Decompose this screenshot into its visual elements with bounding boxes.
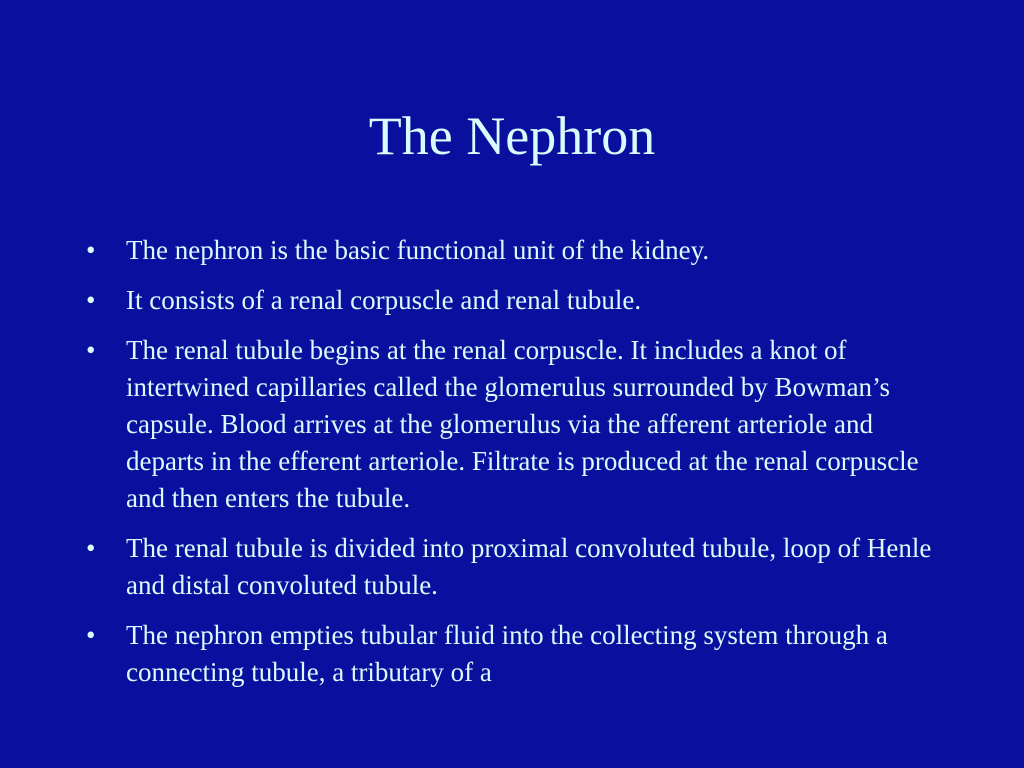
bullet-icon: • bbox=[86, 620, 96, 650]
bullet-item bbox=[84, 282, 954, 319]
bullet-icon: • bbox=[86, 533, 96, 563]
bullet-text: The renal tubule begins at the renal corpuscle. It includes a knot of intertwined capillaries called the glomerulus surrounded by Bowman’s capsule. Blood arrives at the glomerulus via the afferent arteriole and departs in the efferent arteriole. Filtrate is produced at the renal corpuscle and then enters the tubule. bbox=[126, 335, 919, 513]
bullet-text: The nephron empties tubular fluid into the collecting system through a connecting tubule, a tributary of a bbox=[126, 620, 888, 687]
bullet-item bbox=[84, 332, 954, 517]
bullet-icon: • bbox=[86, 335, 96, 365]
bullet-item bbox=[84, 232, 954, 269]
bullet-text: The renal tubule is divided into proximal convoluted tubule, loop of Henle and distal convoluted tubule. bbox=[126, 533, 932, 600]
bullet-text: The nephron is the basic functional unit of the kidney. bbox=[126, 235, 710, 265]
bullet-item bbox=[84, 617, 954, 691]
slide-title: The Nephron bbox=[368, 106, 656, 166]
bullet-icon: • bbox=[86, 235, 96, 265]
bullet-icon: • bbox=[86, 285, 96, 315]
bullet-list bbox=[84, 232, 954, 704]
bullet-text: It consists of a renal corpuscle and renal tubule. bbox=[126, 285, 642, 315]
bullet-item bbox=[84, 530, 954, 604]
